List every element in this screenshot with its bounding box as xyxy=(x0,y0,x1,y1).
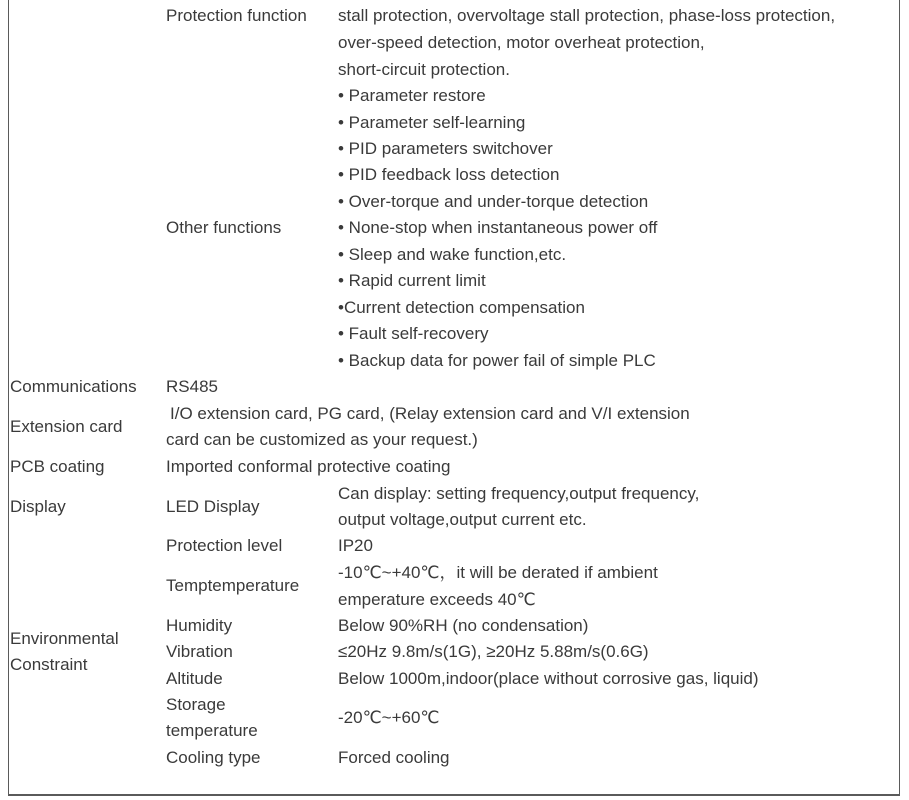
cooling-type-value: Forced cooling xyxy=(338,748,450,767)
temperature-line-1: -10℃~+40℃，it will be derated if ambient xyxy=(338,563,658,582)
protection-line-1: stall protection, overvoltage stall protection, phase-loss protection, xyxy=(338,6,836,25)
communications-value: RS485 xyxy=(166,377,218,396)
temperature-line-2: emperature exceeds 40℃ xyxy=(338,590,536,609)
other-item: • Parameter self-learning xyxy=(338,113,526,132)
humidity-value: Below 90%RH (no condensation) xyxy=(338,616,589,635)
extension-card-label: Extension card xyxy=(10,417,123,436)
protection-function-label: Protection function xyxy=(166,6,307,25)
altitude-value: Below 1000m,indoor(place without corrosive gas, liquid) xyxy=(338,669,759,688)
led-display-label: LED Display xyxy=(166,497,260,516)
other-item: • PID parameters switchover xyxy=(338,139,553,158)
environmental-label: Environmental xyxy=(10,629,119,648)
storage-label-line-1: Storage xyxy=(166,695,226,714)
protection-line-3: short-circuit protection. xyxy=(338,60,510,79)
communications-label: Communications xyxy=(10,377,137,396)
other-item: • Rapid current limit xyxy=(338,271,486,290)
vibration-value: ≤20Hz 9.8m/s(1G), ≥20Hz 5.88m/s(0.6G) xyxy=(338,642,649,661)
pcb-coating-value: Imported conformal protective coating xyxy=(166,457,451,476)
protection-line-2: over-speed detection, motor overheat protection, xyxy=(338,33,705,52)
other-item: • Over-torque and under-torque detection xyxy=(338,192,649,211)
other-item: •Current detection compensation xyxy=(338,298,585,317)
storage-value: -20℃~+60℃ xyxy=(338,708,440,727)
other-item: • PID feedback loss detection xyxy=(338,165,560,184)
humidity-label: Humidity xyxy=(166,616,233,635)
other-functions-label: Other functions xyxy=(166,218,282,237)
other-item: • Parameter restore xyxy=(338,86,486,105)
display-label: Display xyxy=(10,497,66,516)
constraint-label: Constraint xyxy=(10,655,88,674)
other-item: • Sleep and wake function,etc. xyxy=(338,245,567,264)
pcb-coating-label: PCB coating xyxy=(10,457,105,476)
storage-label-line-2: temperature xyxy=(166,721,258,740)
temperature-label: Temptemperature xyxy=(166,576,300,595)
vibration-label: Vibration xyxy=(166,642,233,661)
other-item: • Backup data for power fail of simple PLC xyxy=(338,351,656,370)
display-line-1: Can display: setting frequency,output frequency, xyxy=(338,484,700,503)
other-item: • None-stop when instantaneous power off xyxy=(338,218,658,237)
extension-line-2: card can be customized as your request.) xyxy=(166,430,478,449)
display-line-2: output voltage,output current etc. xyxy=(338,510,587,529)
other-item: • Fault self-recovery xyxy=(338,324,489,343)
altitude-label: Altitude xyxy=(166,669,223,688)
protection-level-label: Protection level xyxy=(166,536,283,555)
extension-line-1: I/O extension card, PG card, (Relay extension card and V/I extension xyxy=(170,404,690,423)
protection-level-value: IP20 xyxy=(338,536,373,555)
cooling-type-label: Cooling type xyxy=(166,748,261,767)
